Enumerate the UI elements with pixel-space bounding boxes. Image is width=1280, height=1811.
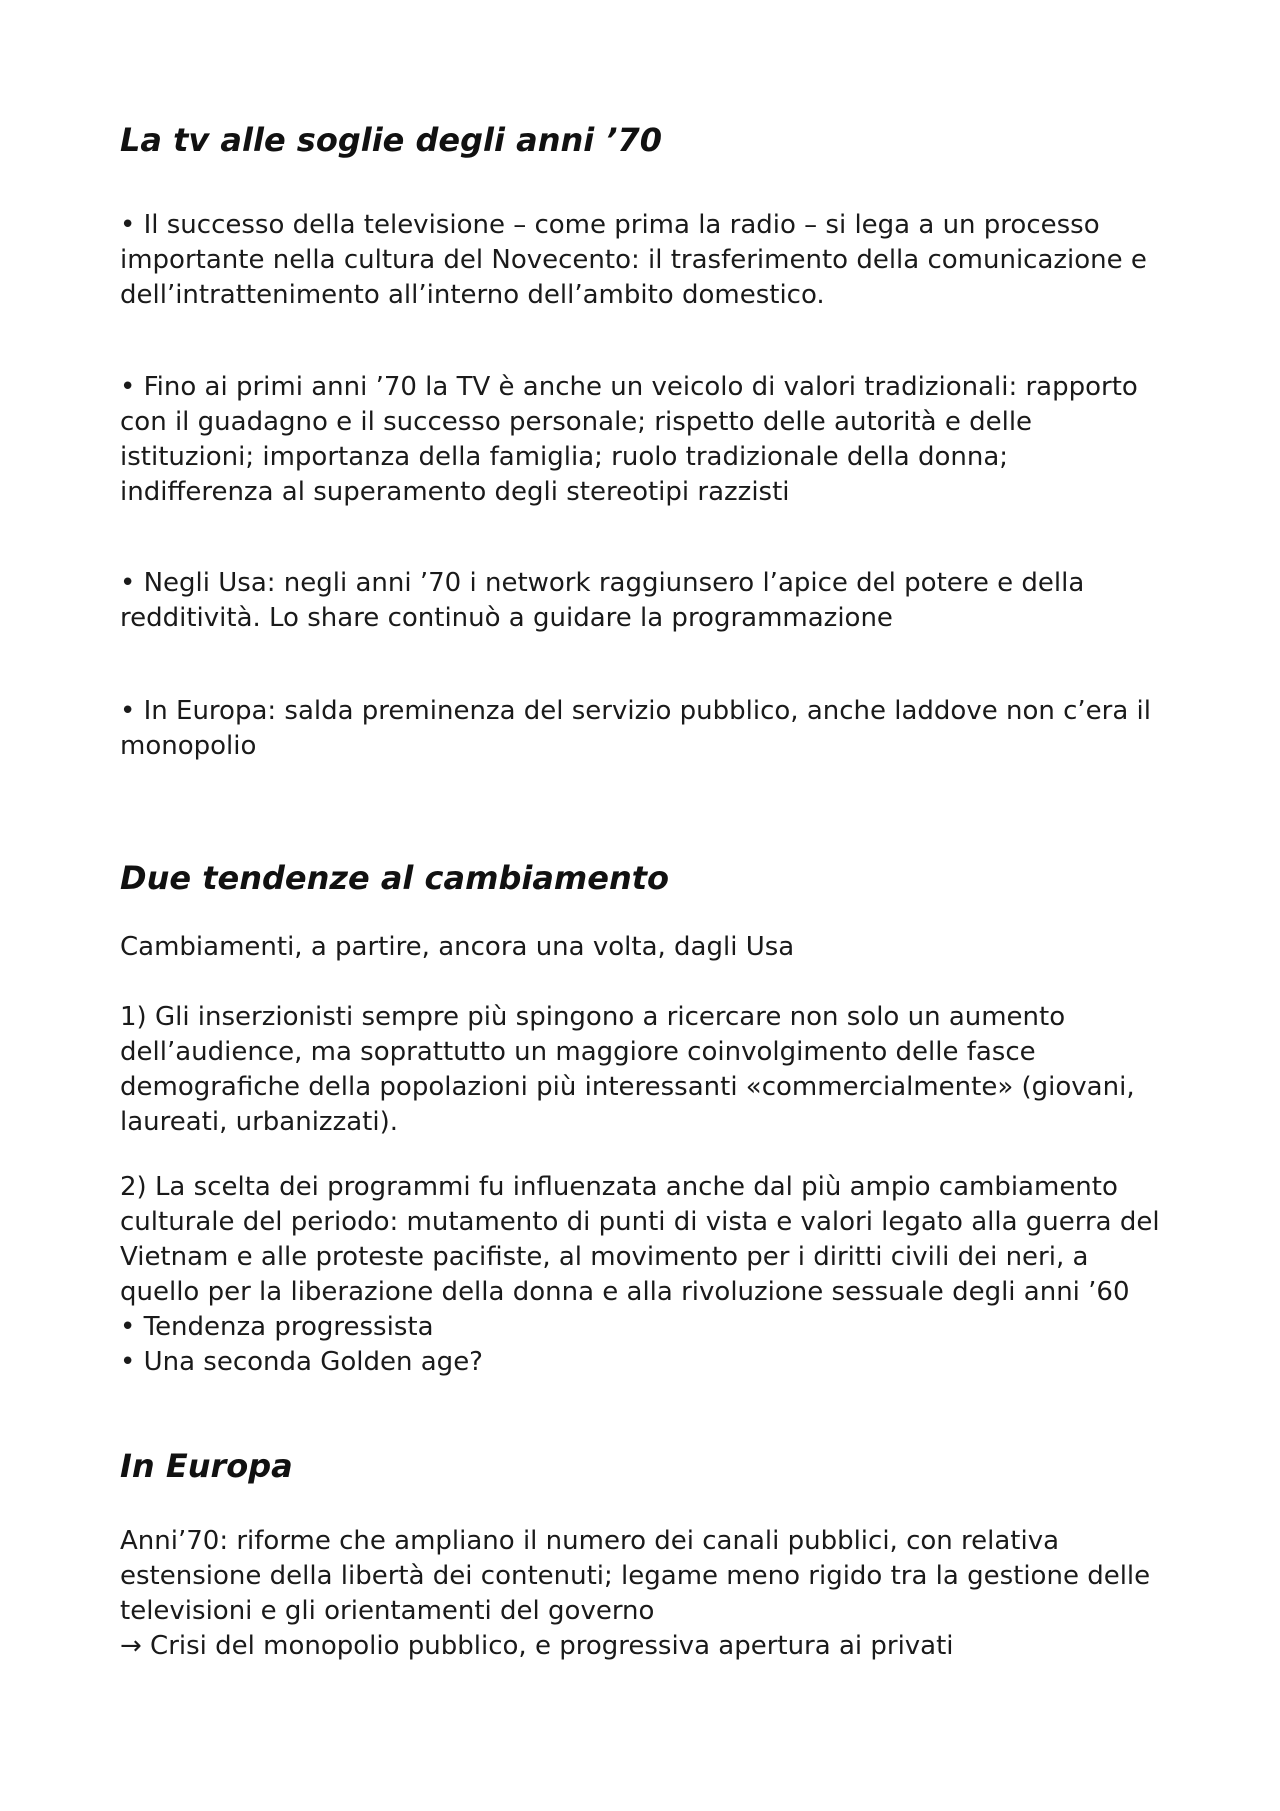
text-line: • Tendenza progressista xyxy=(120,1312,434,1342)
text-line: • In Europa: salda preminenza del servizio pubblico, anche laddove non c’era il xyxy=(120,696,1151,726)
text-line: 2) La scelta dei programmi fu influenzata anche dal più ampio cambiamento xyxy=(120,1172,1118,1202)
text-line: con il guadagno e il successo personale; rispetto delle autorità e delle xyxy=(120,407,1033,437)
text-line: importante nella cultura del Novecento: il trasferimento della comunicazione e xyxy=(120,245,1147,275)
text-line: estensione della libertà dei contenuti; legame meno rigido tra la gestione delle xyxy=(120,1561,1151,1591)
text-line: Vietnam e alle proteste pacifiste, al movimento per i diritti civili dei neri, a xyxy=(120,1242,1089,1272)
text-line: dell’intrattenimento all’interno dell’ambito domestico. xyxy=(120,280,825,310)
text-line: monopolio xyxy=(120,731,257,761)
text-line: Anni’70: riforme che ampliano il numero dei canali pubblici, con relativa xyxy=(120,1526,1060,1556)
paragraph-anni-70-riforme xyxy=(120,1524,1180,1664)
section-heading-tv-anni-70: La tv alle soglie degli anni ’70 xyxy=(120,121,663,159)
text-line: Cambiamenti, a partire, ancora una volta, dagli Usa xyxy=(120,932,795,962)
section-heading-in-europa: In Europa xyxy=(120,1447,293,1485)
text-line: • Il successo della televisione – come prima la radio – si lega a un processo xyxy=(120,210,1100,240)
text-line: televisioni e gli orientamenti del governo xyxy=(120,1596,655,1626)
paragraph-valori-tradizionali xyxy=(120,370,1180,510)
paragraph-in-europa-servizio-pubblico xyxy=(120,694,1180,764)
text-line: • Una seconda Golden age? xyxy=(120,1347,483,1377)
text-line: laureati, urbanizzati). xyxy=(120,1107,398,1137)
text-line: culturale del periodo: mutamento di punti di vista e valori legato alla guerra del xyxy=(120,1207,1160,1237)
text-line: istituzioni; importanza della famiglia; ruolo tradizionale della donna; xyxy=(120,442,1009,472)
text-line: redditività. Lo share continuò a guidare la programmazione xyxy=(120,603,893,633)
text-line: • Fino ai primi anni ’70 la TV è anche un veicolo di valori tradizionali: rapporto xyxy=(120,372,1138,402)
paragraph-scelta-programmi xyxy=(120,1170,1180,1380)
text-line: dell’audience, ma soprattutto un maggiore coinvolgimento delle fasce xyxy=(120,1037,1036,1067)
text-line: demografiche della popolazioni più interessanti «commercialmente» (giovani, xyxy=(120,1072,1135,1102)
paragraph-successo-televisione xyxy=(120,208,1180,313)
paragraph-cambiamenti-usa xyxy=(120,930,1180,965)
paragraph-negli-usa xyxy=(120,566,1180,636)
section-heading-due-tendenze: Due tendenze al cambiamento xyxy=(120,859,670,897)
text-line: 1) Gli inserzionisti sempre più spingono a ricercare non solo un aumento xyxy=(120,1002,1066,1032)
text-line: • Negli Usa: negli anni ’70 i network raggiunsero l’apice del potere e della xyxy=(120,568,1085,598)
text-line: quello per la liberazione della donna e alla rivoluzione sessuale degli anni ’60 xyxy=(120,1277,1130,1307)
text-line: → Crisi del monopolio pubblico, e progressiva apertura ai privati xyxy=(120,1631,954,1661)
paragraph-inserzionisti xyxy=(120,1000,1180,1140)
text-line: indifferenza al superamento degli stereotipi razzisti xyxy=(120,477,790,507)
